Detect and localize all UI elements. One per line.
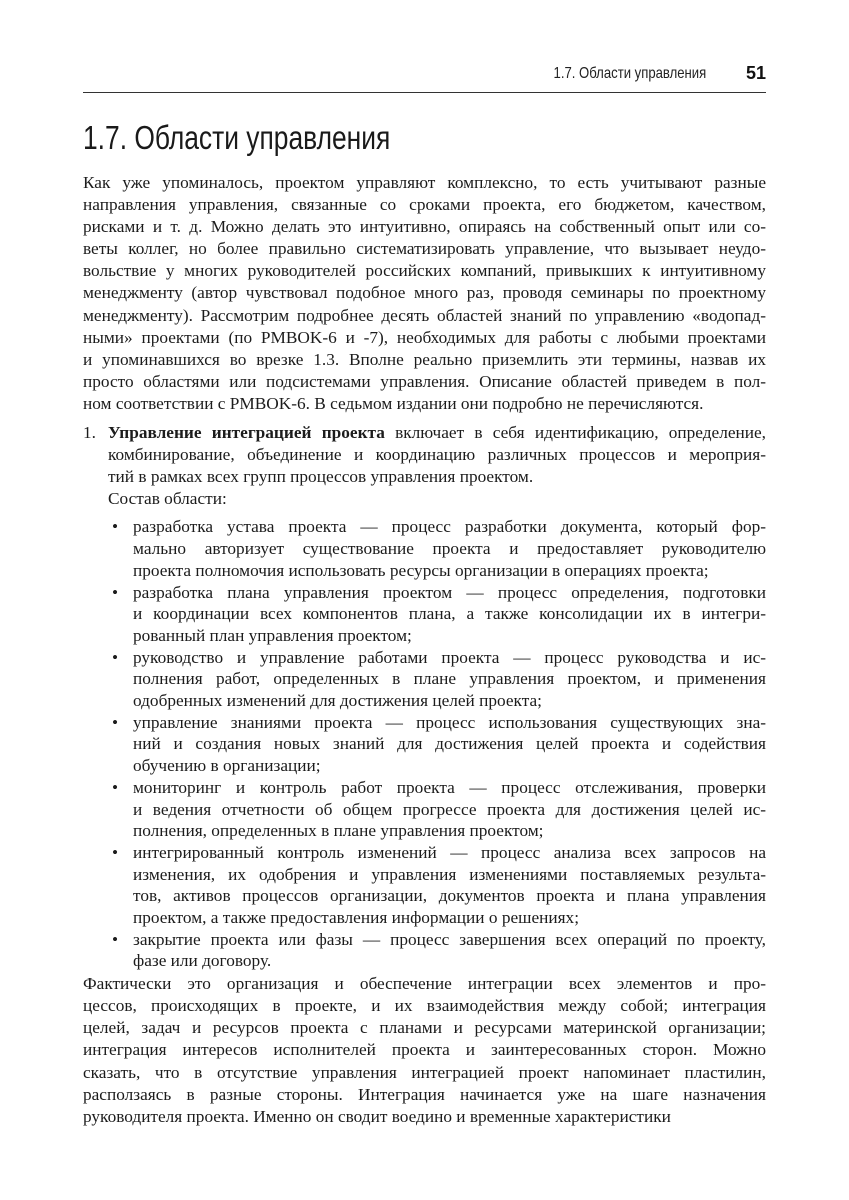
text-line: управление знаниями проекта — процесс использования существующих зна- — [133, 712, 766, 732]
text-line: Как уже упоминалось, проектом управляют комплексно, то есть учитывают разные — [83, 173, 766, 192]
bullet-item — [83, 516, 766, 581]
text-line: и координации всех компонентов плана, а также консолидации их в интегри- — [133, 604, 766, 624]
bullet-icon: • — [112, 929, 119, 949]
text-line: комбинирование, объединение и координацию различных процессов и мероприя- — [108, 445, 766, 465]
text-line: и упоминавшихся во врезке 1.3. Вполне реально приземлить эти термины, назвав их — [83, 349, 766, 369]
text-line: одобренных изменений для достижения целей проекта; — [133, 691, 542, 711]
page-number: 51 — [745, 63, 766, 83]
text-line: веты коллег, но более правильно систематизировать управление, что вызывает неудо- — [83, 239, 766, 259]
bullet-item — [83, 712, 766, 777]
bullet-item — [83, 842, 766, 929]
item-heading: Управление интеграцией проекта — [108, 423, 385, 443]
text-line: цессов, происходящих в проекте, и их взаимодействия между собой; интеграция — [83, 996, 766, 1016]
text-line: Фактически это организация и обеспечение интеграции всех элементов и про- — [83, 974, 766, 994]
bullet-icon: • — [112, 517, 119, 537]
text-line: просто областями или подсистемами управления. Описание областей приведем в пол- — [83, 371, 766, 391]
bullet-icon: • — [112, 647, 119, 667]
text-line: мально авторизует существование проекта и предоставляет руководителю — [133, 539, 766, 559]
bullet-list — [83, 516, 766, 972]
item-number: 1. — [83, 423, 96, 443]
text-line: расползаясь в разные стороны. Интеграция начинается уже на шаге назначения — [83, 1084, 766, 1104]
text-line: интеграция интересов исполнителей проекта и заинтересованных сторон. Можно — [83, 1040, 766, 1060]
page-body — [83, 172, 766, 1128]
text-line: рисками и т. д. Можно делать это интуитивно, опираясь на собственный опыт или со- — [83, 217, 766, 237]
text-line: тий в рамках всех групп процессов управления проектом. — [108, 467, 534, 487]
text-line: разработка устава проекта — процесс разработки документа, который фор- — [133, 517, 766, 537]
text-line: и ведения отчетности об общем прогрессе проекта для достижения целей ис- — [133, 799, 766, 819]
bullet-icon: • — [112, 712, 119, 732]
text-line: проекта полномочия использовать ресурсы организации в операциях проекта; — [133, 560, 709, 580]
text-line: менеджменту (автор чувствовал подобное много раз, проводя семинары по проектному — [83, 283, 766, 303]
text-line: руководителя проекта. Именно он сводит воедино и временные характеристики — [83, 1106, 671, 1126]
text-line: ными» проектами (по PMBOK-6 и -7), необходимых для работы с любыми проектами — [83, 327, 766, 347]
text-line: сказать, что в отсутствие управления интеграцией проект напоминает пластилин, — [83, 1062, 766, 1082]
item-text: включает в себя идентификацию, определение, — [384, 423, 766, 443]
text-line: руководство и управление работами проекта — процесс руководства и ис- — [133, 647, 766, 667]
intro-paragraph — [83, 172, 766, 415]
bullet-item — [83, 582, 766, 647]
text-line: вольствие у многих руководителей российских компаний, привыкших к интуитивному — [83, 261, 766, 281]
text-line: мониторинг и контроль работ проекта — процесс отслеживания, проверки — [133, 777, 766, 797]
text-line: ний и создания новых знаний для достижения целей проекта и содействия — [133, 734, 766, 754]
numbered-item-1 — [83, 422, 766, 488]
bullet-item — [83, 929, 766, 972]
text-line: фазе или договору. — [133, 951, 272, 971]
text-line: закрытие проекта или фазы — процесс завершения всех операций по проекту, — [133, 929, 766, 949]
bullet-icon: • — [112, 842, 119, 862]
text-line: целей, задач и ресурсов проекта с планами и ресурсами материнской организации; — [83, 1018, 766, 1038]
text-line: интегрированный контроль изменений — процесс анализа всех запросов на — [133, 842, 766, 862]
running-header — [83, 62, 766, 93]
bullet-item — [83, 777, 766, 842]
item-line — [108, 422, 766, 444]
text-line: рованный план управления проектом; — [133, 625, 412, 645]
text-line: обучению в организации; — [133, 756, 321, 776]
running-header-section: 1.7. Области управления — [553, 65, 706, 82]
text-line: направления управления, связанные со сроками проекта, его бюджетом, качеством, — [83, 195, 766, 215]
text-line: полнения работ, определенных в плане управления проектом, и применения — [133, 669, 766, 689]
text-line: тов, активов процессов организации, документов проекта и плана управления — [133, 886, 766, 906]
final-paragraph — [83, 973, 766, 1128]
composition-label: Состав области: — [108, 489, 227, 509]
text-line: проектом, а также предоставления информации о решениях; — [133, 908, 580, 928]
text-line: разработка плана управления проектом — процесс определения, подготовки — [133, 582, 766, 602]
section-title: 1.7. Области управления — [83, 119, 391, 156]
text-line: ном соответствии с PMBOK-6. В седьмом издании они подробно не перечисляются. — [83, 393, 704, 413]
text-line: менеджменту). Рассмотрим подробнее десять областей знаний по управлению «водопад- — [83, 305, 766, 325]
text-line: изменения, их одобрения и управления изменениями поставляемых результа- — [133, 864, 766, 884]
bullet-item — [83, 647, 766, 712]
bullet-icon: • — [112, 582, 119, 602]
text-line: полнения, определенных в плане управления проектом; — [133, 821, 544, 841]
bullet-icon: • — [112, 777, 119, 797]
